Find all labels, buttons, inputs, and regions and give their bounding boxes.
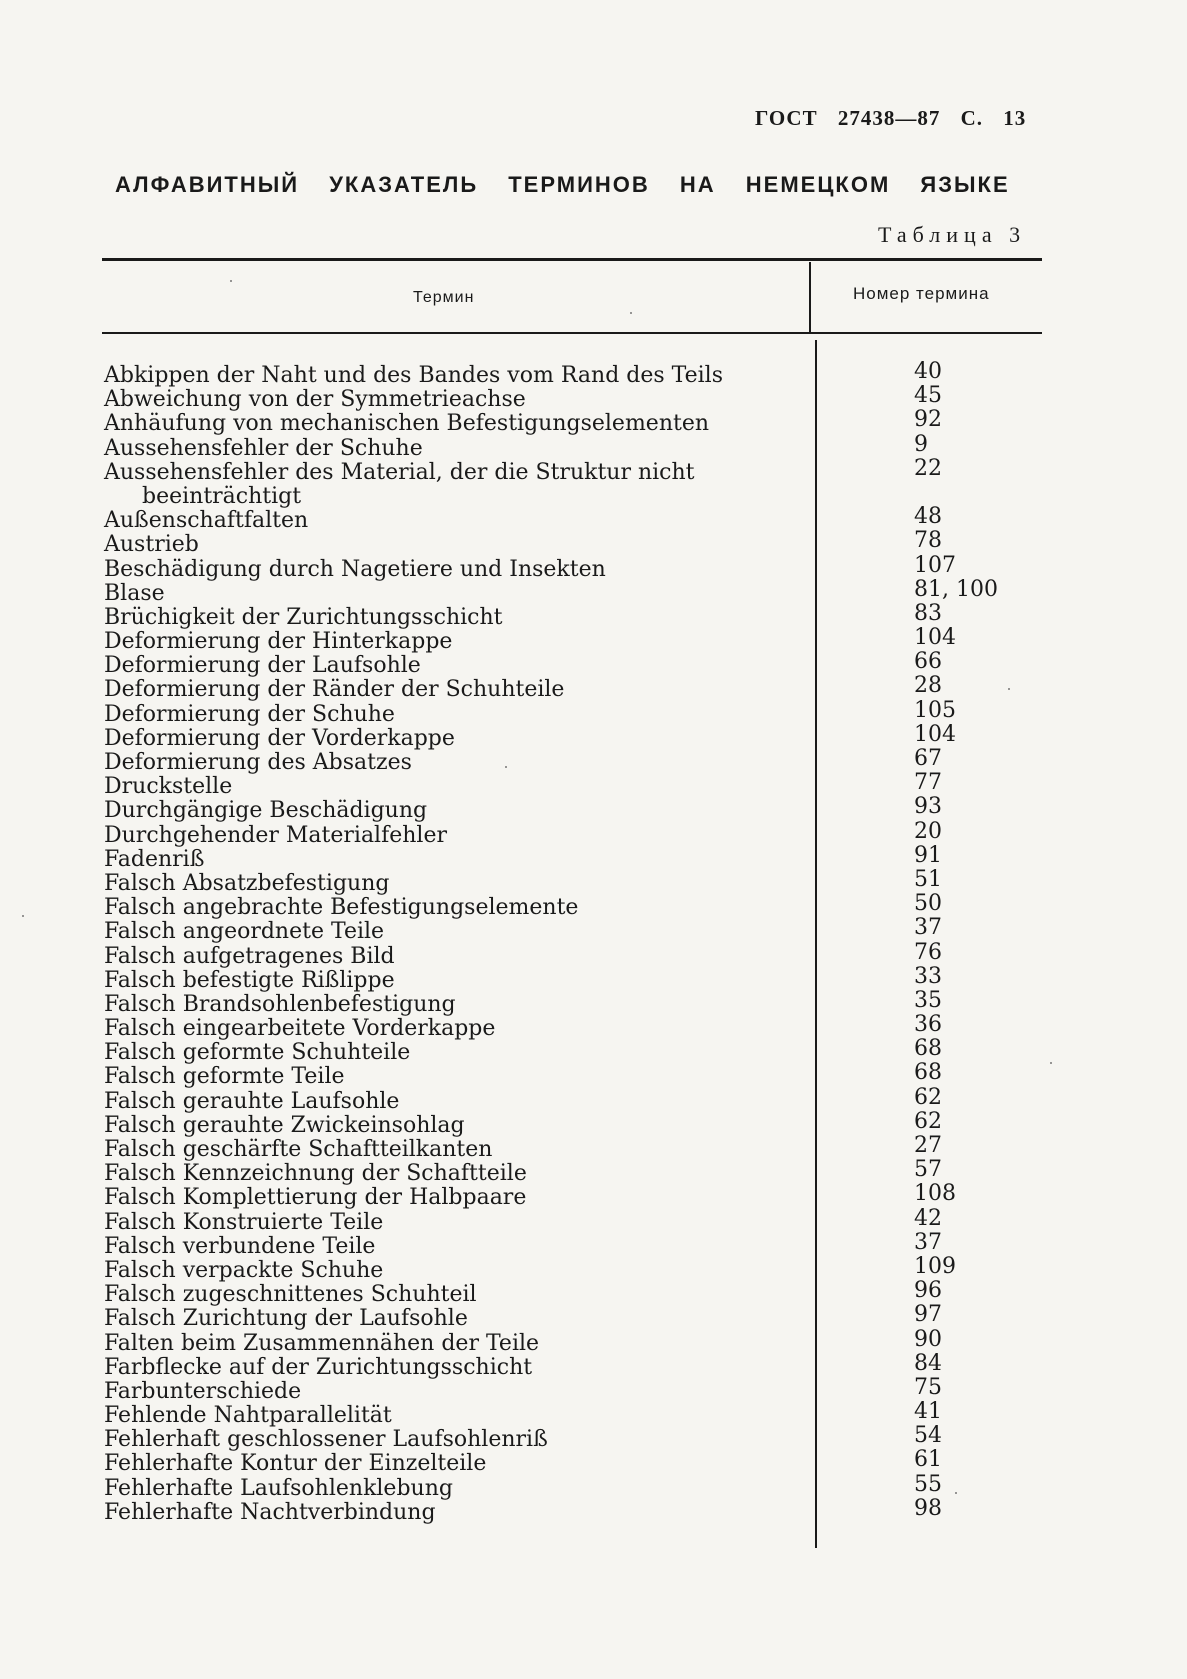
term-text: Falsch zugeschnittenes Schuhteil	[104, 1282, 477, 1308]
table-row	[104, 625, 1044, 655]
table-row	[104, 1133, 1044, 1163]
term-cell	[104, 1162, 754, 1186]
table-row	[104, 1374, 1044, 1404]
table-row	[104, 1326, 1044, 1356]
term-text: Falsch geschärfte Schaftteilkanten	[104, 1137, 493, 1163]
term-number: 90	[914, 1326, 942, 1352]
term-text: Farbunterschiede	[104, 1378, 302, 1404]
term-cell	[104, 1307, 754, 1331]
table-row	[104, 891, 1044, 921]
table-row	[104, 818, 1044, 848]
table-top-rule	[102, 258, 1042, 261]
term-cell	[104, 896, 754, 920]
term-text: Abweichung von der Symmetrieachse	[104, 387, 526, 413]
term-text: Brüchigkeit der Zurichtungsschicht	[104, 604, 503, 630]
term-text: Durchgängige Beschädigung	[104, 798, 428, 824]
term-cell	[104, 654, 754, 678]
term-text: Falsch gerauhte Zwickeinsohlag	[104, 1112, 465, 1138]
term-cell	[104, 678, 754, 702]
table-row	[104, 455, 1044, 509]
term-text: Fehlende Nahtparallelität	[104, 1403, 392, 1429]
table-row	[104, 359, 1044, 388]
term-text: Deformierung des Absatzes	[104, 750, 412, 776]
term-text: Fehlerhaft geschlossener Laufsohlenriß	[104, 1427, 548, 1453]
table-row	[104, 963, 1044, 993]
term-cell	[104, 1332, 754, 1356]
term-cell	[104, 1477, 754, 1501]
table-row	[104, 746, 1044, 776]
term-text: Falsch verpackte Schuhe	[104, 1257, 384, 1283]
scan-speck	[505, 766, 507, 768]
term-cell	[104, 1090, 754, 1114]
term-text: Blase	[104, 580, 165, 606]
term-cell	[104, 1428, 754, 1452]
term-number: 57	[914, 1157, 942, 1183]
term-text: Falsch angebrachte Befestigungselemente	[104, 895, 579, 921]
table-row	[104, 1229, 1044, 1259]
term-cell	[104, 824, 754, 848]
term-text: Falsch befestigte Rißlippe	[104, 967, 395, 993]
table-row	[104, 504, 1044, 534]
table-row	[104, 1399, 1044, 1429]
table-header-rule	[102, 332, 1042, 334]
header-column-divider	[809, 262, 811, 332]
term-text: Falsch eingearbeitete Vorderkappe	[104, 1016, 496, 1042]
term-number: 35	[914, 987, 942, 1013]
table-row	[104, 1253, 1044, 1283]
term-number: 22	[914, 455, 942, 481]
term-text: Fehlerhafte Nachtverbindung	[104, 1499, 436, 1525]
term-number: 51	[914, 866, 942, 892]
term-table-body	[104, 359, 1044, 1525]
term-text: Falsch Brandsohlenbefestigung	[104, 991, 456, 1017]
table-row	[104, 866, 1044, 896]
table-row	[104, 842, 1044, 872]
term-number: 98	[914, 1495, 942, 1521]
column-header-number: Номер термина	[853, 284, 990, 303]
term-text: Druckstelle	[104, 774, 233, 800]
scan-speck	[955, 1492, 957, 1494]
term-number: 108	[914, 1181, 956, 1207]
term-cell	[104, 558, 754, 582]
term-text: Anhäufung von mechanischen Befestigungselementen	[104, 411, 710, 437]
term-number: 54	[914, 1423, 942, 1449]
term-text: Durchgehender Materialfehler	[104, 822, 447, 848]
table-row	[104, 649, 1044, 679]
table-row	[104, 431, 1044, 461]
table-row	[104, 1181, 1044, 1211]
term-cell	[104, 848, 754, 872]
term-number: 36	[914, 1012, 942, 1038]
term-cell	[104, 872, 754, 896]
term-text: Falsch geformte Schuhteile	[104, 1040, 411, 1066]
table-row	[104, 697, 1044, 727]
term-cell	[104, 412, 754, 436]
term-number: 78	[914, 528, 942, 554]
term-cell	[104, 1380, 754, 1404]
table-row	[104, 770, 1044, 800]
table-row	[104, 552, 1044, 582]
scan-speck	[22, 915, 24, 917]
term-text: Falsch aufgetragenes Bild	[104, 943, 395, 969]
table-row	[104, 1012, 1044, 1042]
term-number: 109	[914, 1253, 956, 1279]
table-row	[104, 1302, 1044, 1332]
term-cell	[104, 1211, 754, 1235]
term-number: 27	[914, 1133, 942, 1159]
term-text: Falsch Zurichtung der Laufsohle	[104, 1306, 468, 1332]
table-row	[104, 600, 1044, 630]
table-row	[104, 1157, 1044, 1187]
term-cell	[104, 969, 754, 993]
term-cell	[104, 727, 754, 751]
term-cell	[104, 509, 754, 533]
term-text: Falten beim Zusammennähen der Teile	[104, 1330, 540, 1356]
term-cell	[104, 364, 754, 388]
term-number: 107	[914, 552, 956, 578]
term-number: 37	[914, 915, 942, 941]
table-row	[104, 576, 1044, 606]
term-cell	[104, 703, 754, 727]
term-text: Fadenriß	[104, 846, 205, 872]
table-row	[104, 915, 1044, 945]
term-number: 66	[914, 649, 942, 675]
term-text-continued: beeinträchtigt	[142, 483, 302, 509]
table-row	[104, 1423, 1044, 1453]
column-header-term: Термин	[413, 289, 475, 306]
term-cell	[104, 1138, 754, 1162]
term-number: 45	[914, 383, 942, 409]
term-text: Fehlerhafte Kontur der Einzelteile	[104, 1451, 487, 1477]
term-cell	[104, 630, 754, 654]
term-text: Deformierung der Vorderkappe	[104, 725, 455, 751]
term-number: 9	[914, 431, 928, 457]
term-text: Falsch angeordnete Teile	[104, 919, 385, 945]
table-row	[104, 1205, 1044, 1235]
term-number: 92	[914, 407, 942, 433]
table-row	[104, 1060, 1044, 1090]
table-row	[104, 939, 1044, 969]
term-cell	[104, 582, 754, 606]
term-cell	[104, 945, 754, 969]
scan-speck	[1008, 688, 1010, 690]
table-row	[104, 407, 1044, 437]
scan-speck	[630, 312, 632, 314]
term-cell	[104, 1259, 754, 1283]
table-row	[104, 721, 1044, 751]
table-row	[104, 1084, 1044, 1114]
term-text: Austrieb	[104, 532, 199, 558]
term-text: Deformierung der Laufsohle	[104, 653, 421, 679]
scan-speck	[1050, 1062, 1052, 1064]
term-cell	[104, 1186, 754, 1210]
term-cell	[104, 533, 754, 557]
term-text: Deformierung der Hinterkappe	[104, 629, 453, 655]
term-text: Fehlerhafte Laufsohlenklebung	[104, 1475, 453, 1501]
term-number: 93	[914, 794, 942, 820]
term-cell	[104, 1235, 754, 1259]
term-number: 77	[914, 770, 942, 796]
term-number: 41	[914, 1399, 942, 1425]
term-cell	[104, 775, 754, 799]
term-number: 75	[914, 1374, 942, 1400]
term-number: 33	[914, 963, 942, 989]
term-cell	[104, 1404, 754, 1428]
term-cell	[104, 606, 754, 630]
term-number: 50	[914, 891, 942, 917]
term-text: Falsch Konstruierte Teile	[104, 1209, 384, 1235]
term-number: 28	[914, 673, 942, 699]
term-text: Falsch Absatzbefestigung	[104, 870, 390, 896]
term-cell	[104, 1065, 754, 1089]
page-title: АЛФАВИТНЫЙ УКАЗАТЕЛЬ ТЕРМИНОВ НА НЕМЕЦКОМ ЯЗЫКЕ	[115, 172, 1010, 197]
term-number: 83	[914, 600, 942, 626]
table-row	[104, 673, 1044, 703]
term-number: 97	[914, 1302, 942, 1328]
term-number: 37	[914, 1229, 942, 1255]
term-cell	[104, 751, 754, 775]
term-number: 104	[914, 625, 956, 651]
term-text: Falsch verbundene Teile	[104, 1233, 376, 1259]
term-text: Deformierung der Schuhe	[104, 701, 395, 727]
term-cell	[104, 1283, 754, 1307]
term-cell	[104, 1356, 754, 1380]
term-text: Falsch geformte Teile	[104, 1064, 345, 1090]
term-number: 62	[914, 1108, 942, 1134]
term-number: 61	[914, 1447, 942, 1473]
term-cell	[104, 461, 754, 509]
term-cell	[104, 1017, 754, 1041]
term-number: 91	[914, 842, 942, 868]
term-number: 81, 100	[914, 576, 998, 602]
term-text: Falsch Kennzeichnung der Schaftteile	[104, 1161, 527, 1187]
term-cell	[104, 1114, 754, 1138]
term-number: 67	[914, 746, 942, 772]
term-cell	[104, 1041, 754, 1065]
term-text: Farbflecke auf der Zurichtungsschicht	[104, 1354, 533, 1380]
table-row	[104, 383, 1044, 413]
term-cell	[104, 920, 754, 944]
term-number: 105	[914, 697, 956, 723]
table-row	[104, 1447, 1044, 1477]
table-label: Таблица 3	[878, 222, 1027, 247]
table-row	[104, 1108, 1044, 1138]
term-cell	[104, 388, 754, 412]
table-row	[104, 1278, 1044, 1308]
table-row	[104, 1350, 1044, 1380]
table-row	[104, 1495, 1044, 1525]
term-cell	[104, 993, 754, 1017]
term-number: 76	[914, 939, 942, 965]
term-text: Beschädigung durch Nagetiere und Insekten	[104, 556, 606, 582]
term-text: Aussehensfehler der Schuhe	[104, 435, 423, 461]
term-number: 96	[914, 1278, 942, 1304]
term-number: 48	[914, 504, 942, 530]
scan-speck	[230, 280, 232, 282]
term-number: 55	[914, 1471, 942, 1497]
term-text: Abkippen der Naht und des Bandes vom Rand des Teils	[104, 363, 723, 388]
term-cell	[104, 437, 754, 461]
term-text: Deformierung der Ränder der Schuhteile	[104, 677, 565, 703]
standard-reference: ГОСТ 27438—87 С. 13	[755, 106, 1027, 130]
term-number: 42	[914, 1205, 942, 1231]
table-row	[104, 1036, 1044, 1066]
term-text: Außenschaftfalten	[104, 508, 309, 534]
term-number: 68	[914, 1036, 942, 1062]
table-row	[104, 987, 1044, 1017]
term-cell	[104, 1501, 754, 1525]
term-number: 84	[914, 1350, 942, 1376]
term-cell	[104, 799, 754, 823]
term-text: Falsch Komplettierung der Halbpaare	[104, 1185, 527, 1211]
term-number: 20	[914, 818, 942, 844]
term-text: Falsch gerauhte Laufsohle	[104, 1088, 400, 1114]
term-number: 40	[914, 359, 942, 384]
term-number: 62	[914, 1084, 942, 1110]
term-number: 104	[914, 721, 956, 747]
term-text: Aussehensfehler des Material, der die Struktur nicht	[104, 459, 695, 485]
term-number: 68	[914, 1060, 942, 1086]
table-row	[104, 528, 1044, 558]
table-row	[104, 1471, 1044, 1501]
table-row	[104, 794, 1044, 824]
term-cell	[104, 1452, 754, 1476]
